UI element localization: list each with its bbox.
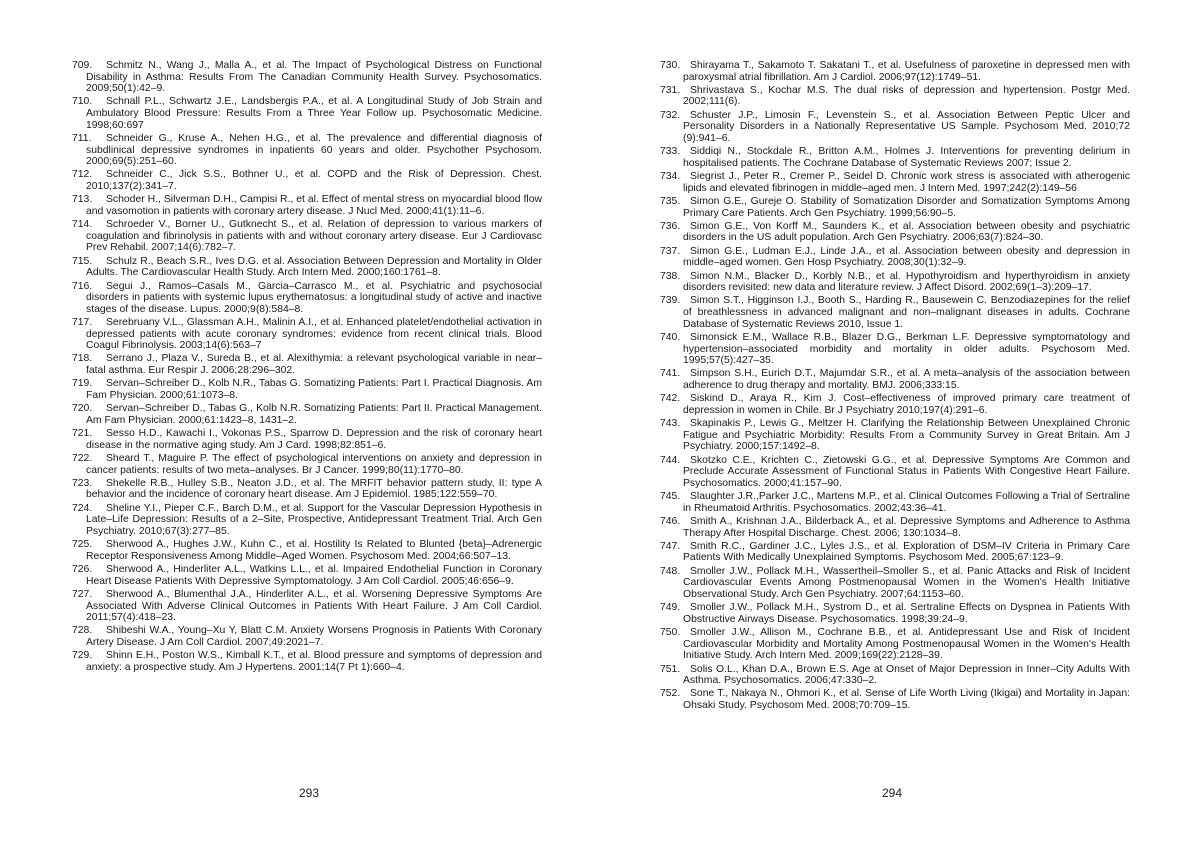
reference-text: Simonsick E.M., Wallace R.B., Blazer D.G., Berkman L.F. Depressive symptomatology and hypertension–associated morbidity and mortality in older adults. Psychosom Med. 1995;57(5):427–35. bbox=[683, 331, 1130, 367]
reference-entry bbox=[660, 688, 1130, 711]
reference-number: 731. bbox=[660, 84, 681, 96]
reference-text: Simon N.M., Blacker D., Korbly N.B., et al. Hypothyroidism and hyperthyroidism in anxiety disorders revisited: new data and literature review. J Affect Disord. 2002;69(1–3):209–17. bbox=[683, 270, 1130, 294]
reference-number: 724. bbox=[72, 502, 93, 514]
reference-entry bbox=[72, 194, 542, 217]
reference-entry bbox=[660, 295, 1130, 330]
reference-number: 740. bbox=[660, 331, 681, 343]
reference-list-left bbox=[72, 60, 542, 673]
reference-text: Schuster J.P., Limosin F., Levenstein S., et al. Association Between Peptic Ulcer and Personality Disorders in a Nationally Representative US Sample. Psychosom Med. 2010;72 (9):941–6. bbox=[683, 109, 1130, 144]
reference-text: Sherwood A., Hinderliter A.L., Watkins L.L., et al. Impaired Endothelial Function in Coronary Heart Disease Patients With Depressive Symptomatology. J Am Coll Cardiol. 2005;46:656–9. bbox=[86, 564, 542, 587]
reference-text: Siegrist J., Peter R., Cremer P., Seidel D. Chronic work stress is associated with atherogenic lipids and elevated fibrinogen in middle–aged men. J Intern Med. 1997;242(2):149–56 bbox=[683, 171, 1130, 194]
reference-entry bbox=[660, 196, 1130, 219]
reference-number: 751. bbox=[660, 663, 681, 675]
reference-number: 716. bbox=[72, 280, 93, 292]
reference-entry bbox=[660, 491, 1130, 514]
reference-entry bbox=[660, 393, 1130, 416]
reference-entry bbox=[72, 219, 542, 254]
reference-text: Siddiqi N., Stockdale R., Britton A.M., Holmes J. Interventions for preventing delirium in hospitalised patients. The Cochrane Database of Systematic Reviews 2007; Issue 2. bbox=[683, 146, 1130, 169]
reference-entry bbox=[660, 516, 1130, 539]
reference-text: Skapinakis P., Lewis G., Meltzer H. Clarifying the Relationship Between Unexplained Chronic Fatigue and Psychiatric Morbidity: Results From a Community Survey in Great Britain. Am J Psychiatry. 2000;157:1492–8. bbox=[683, 418, 1130, 453]
reference-entry bbox=[72, 96, 542, 131]
reference-text: Simon S.T., Higginson I.J., Booth S., Harding R., Bausewein C. Benzodiazepines for the relief of breathlessness in advanced malignant and non–malignant diseases in adults. Cochrane Database of Systematic Reviews 2010, Issue 1. bbox=[683, 295, 1130, 330]
reference-number: 741. bbox=[660, 368, 681, 380]
reference-text: Sheline Y.I., Pieper C.F., Barch D.M., et al. Support for the Vascular Depression Hypothesis in Late–Life Depression: Results of a 2–Site, Prospective, Antidepressant Treatment Trial. Arch Gen Psychiatry. 2010;67(3):277–85. bbox=[86, 502, 542, 537]
reference-number: 715. bbox=[72, 255, 93, 267]
reference-text: Schneider C., Jick S.S., Bothner U., et al. COPD and the Risk of Depression. Chest. 2010;137(2):341–7. bbox=[86, 169, 542, 192]
reference-number: 732. bbox=[660, 109, 681, 121]
reference-entry bbox=[72, 453, 542, 476]
reference-entry bbox=[660, 332, 1130, 367]
reference-text: Shrivastava S., Kochar M.S. The dual risks of depression and hypertension. Postgr Med. 2002;111(6). bbox=[683, 84, 1130, 108]
reference-entry bbox=[72, 317, 542, 352]
reference-number: 710. bbox=[72, 96, 93, 108]
reference-number: 723. bbox=[72, 477, 93, 489]
reference-entry bbox=[72, 478, 542, 501]
reference-text: Simpson S.H., Eurich D.T., Majumdar S.R., et al. A meta–analysis of the association between adherence to drug therapy and mortality. BMJ. 2006;333:15. bbox=[683, 368, 1130, 391]
reference-entry bbox=[660, 146, 1130, 169]
reference-number: 743. bbox=[660, 418, 681, 430]
reference-number: 733. bbox=[660, 146, 681, 158]
reference-text: Schmitz N., Wang J., Malla A., et al. The Impact of Psychological Distress on Functional Disability in Asthma: Results From The Canadian Community Health Survey. Psychosomatics. 2009;50(1):42–9. bbox=[86, 60, 542, 95]
reference-text: Sesso H.D., Kawachi I., Vokonas P.S., Sparrow D. Depression and the risk of coronary heart disease in the normative aging study. Am J Card. 1998;82:851–6. bbox=[86, 428, 542, 451]
reference-entry bbox=[660, 664, 1130, 687]
reference-number: 752. bbox=[660, 688, 681, 700]
reference-entry bbox=[72, 133, 542, 168]
reference-entry bbox=[660, 60, 1130, 83]
reference-number: 714. bbox=[72, 219, 93, 231]
reference-text: Sherwood A., Hughes J.W., Kuhn C., et al. Hostility Is Related to Blunted {beta}–Adrenergic Receptor Responsiveness Among Middle–Aged Women. Psychosom Med. 2004;66:507–13. bbox=[86, 539, 542, 562]
reference-entry bbox=[72, 539, 542, 562]
reference-number: 728. bbox=[72, 625, 93, 637]
reference-entry bbox=[72, 169, 542, 192]
reference-entry bbox=[72, 378, 542, 401]
reference-text: Smoller J.W., Allison M., Cochrane B.B., et al. Antidepressant Use and Risk of Incident Cardiovascular Morbidity and Mortality Among Postmenopausal Women in the Women's Health Initiative Study. Arch Intern Med. 2009;169(22):2128–39. bbox=[683, 627, 1130, 662]
reference-number: 725. bbox=[72, 539, 93, 551]
reference-text: Schoder H., Silverman D.H., Campisi R., et al. Effect of mental stress on myocardial blood flow and vasomotion in patients with coronary artery disease. J Nucl Med. 2000;41(1):11–6. bbox=[86, 194, 542, 217]
reference-number: 750. bbox=[660, 627, 681, 639]
reference-number: 721. bbox=[72, 428, 93, 440]
reference-number: 730. bbox=[660, 60, 681, 71]
reference-text: Shekelle R.B., Hulley S.B., Neaton J.D., et al. The MRFIT behavior pattern study, II: type A behavior and the incidence of coronary heart disease. Am J Epidemiol. 1985;122:559–70. bbox=[86, 477, 542, 501]
reference-list-right bbox=[660, 60, 1130, 712]
reference-entry bbox=[660, 627, 1130, 662]
reference-text: Solis O.L., Khan D.A., Brown E.S. Age at Onset of Major Depression in Inner–City Adults With Asthma. Psychosomatics. 2006;47:330–2. bbox=[683, 663, 1130, 687]
reference-text: Servan–Schreiber D., Tabas G., Kolb N.R. Somatizing Patients: Part II. Practical Management. Am Fam Physician. 2000;61:1423–8, 1431–2. bbox=[86, 403, 542, 426]
reference-entry bbox=[72, 503, 542, 538]
reference-number: 749. bbox=[660, 602, 681, 614]
reference-number: 734. bbox=[660, 171, 681, 183]
reference-number: 713. bbox=[72, 194, 93, 206]
reference-text: Sherwood A., Blumenthal J.A., Hinderliter A.L., et al. Worsening Depressive Symptoms Are Associated With Adverse Clinical Outcomes in Patients With Heart Failure. J Am Coll Cardiol. 2011;57(4):418–23. bbox=[86, 588, 542, 624]
reference-text: Sheard T., Maguire P. The effect of psychological interventions on anxiety and depression in cancer patients: results of two meta–analyses. Br J Cancer. 1999;80(11):1770–80. bbox=[86, 452, 542, 476]
reference-number: 746. bbox=[660, 515, 681, 527]
reference-entry bbox=[72, 564, 542, 587]
reference-number: 718. bbox=[72, 353, 93, 365]
reference-number: 747. bbox=[660, 540, 681, 552]
reference-text: Smoller J.W., Pollack M.H., Systrom D., et al. Sertraline Effects on Dyspnea in Patients With Obstructive Airways Disease. Psychosomatics. 1998;39:24–9. bbox=[683, 602, 1130, 625]
page-number-left: 293 bbox=[298, 786, 320, 800]
reference-entry bbox=[660, 246, 1130, 269]
reference-text: Shirayama T., Sakamoto T. Sakatani T., et al. Usefulness of paroxetine in depressed men with paroxysmal atrial fibrillation. Am J Cardiol. 2006;97(12):1749–51. bbox=[683, 60, 1130, 83]
reference-entry bbox=[72, 589, 542, 624]
reference-text: Sone T., Nakaya N., Ohmori K., et al. Sense of Life Worth Living (Ikigai) and Mortality in Japan: Ohsaki Study. Psychosom Med. 2008;70:709–15. bbox=[683, 688, 1130, 711]
reference-text: Slaughter J.R.,Parker J.C., Martens M.P., et al. Clinical Outcomes Following a Trial of Sertraline in Rheumatoid Arthritis. Psychosomatics. 2002;43:36–41. bbox=[683, 491, 1130, 514]
reference-entry bbox=[660, 368, 1130, 391]
reference-text: Shibeshi W.A., Young–Xu Y, Blatt C.M. Anxiety Worsens Prognosis in Patients With Coronary Artery Disease. J Am Coll Cardiol. 2007;49:2021–7. bbox=[86, 625, 542, 648]
reference-number: 742. bbox=[660, 393, 681, 405]
reference-number: 739. bbox=[660, 295, 681, 307]
reference-entry bbox=[72, 256, 542, 279]
reference-number: 726. bbox=[72, 564, 93, 576]
reference-text: Servan–Schreiber D., Kolb N.R., Tabas G. Somatizing Patients: Part I. Practical Diagnosis. Am Fam Physician. 2000;61:1073–8. bbox=[86, 378, 542, 401]
reference-entry bbox=[660, 602, 1130, 625]
reference-text: Schulz R., Beach S.R., Ives D.G. et al. Association Between Depression and Mortality in Older Adults. The Cardiovascular Health Study. Arch Intern Med. 2000;160:1761–8. bbox=[86, 255, 542, 279]
reference-number: 712. bbox=[72, 169, 93, 181]
reference-number: 727. bbox=[72, 588, 93, 600]
reference-entry bbox=[660, 171, 1130, 194]
reference-text: Shinn E.H., Poston W.S., Kimball K.T., et al. Blood pressure and symptoms of depression and anxiety: a prospective study. Am J Hypertens. 2001;14(7 Pt 1):660–4. bbox=[86, 650, 542, 673]
reference-text: Smith R.C., Gardiner J.C., Lyles J.S., et al. Exploration of DSM–IV Criteria in Primary Care Patients With Medically Unexplained Symptoms. Psychosom Med. 2005;67:123–9. bbox=[683, 540, 1130, 564]
reference-text: Smoller J.W., Pollack M.H., Wassertheil–Smoller S., et al. Panic Attacks and Risk of Incident Cardiovascular Events Among Postmenopausal Women in the Women's Health Initiative Observational Study. Arch Gen Psychiatry. 2007;64:1153–60. bbox=[683, 565, 1130, 600]
reference-number: 711. bbox=[72, 132, 92, 144]
reference-number: 737. bbox=[660, 245, 681, 257]
reference-number: 735. bbox=[660, 195, 681, 207]
reference-entry bbox=[660, 566, 1130, 601]
reference-text: Siskind D., Araya R., Kim J. Cost–effectiveness of improved primary care treatment of depression in women in Chile. Br J Psychiatry 2010;197(4):291–6. bbox=[683, 393, 1130, 416]
reference-number: 722. bbox=[72, 452, 93, 464]
reference-text: Smith A., Krishnan J.A., Bilderback A., et al. Depressive Symptoms and Adherence to Asthma Therapy After Hospital Discharge. Chest. 2006; 130:1034–8. bbox=[683, 515, 1130, 539]
reference-number: 745. bbox=[660, 491, 681, 503]
reference-text: Skotzko C.E., Krichten C., Zietowski G.G., et al. Depressive Symptoms Are Common and Preclude Accurate Assessment of Functional Status in Patients With Congestive Heart Failure. Psychosomatics. 2000;41:157–90. bbox=[683, 454, 1130, 489]
reference-text: Serebruany V.L., Glassman A.H., Malinin A.I., et al. Enhanced platelet/endothelial activation in depressed patients with acute coronary syndromes: evidence from recent clinical trials. Blood Coagul Fibrinolysis. 2003;14(6):563–7 bbox=[86, 316, 542, 352]
reference-number: 736. bbox=[660, 220, 681, 232]
reference-text: Simon G.E., Ludman E.J., Linde J.A., et al. Association between obesity and depression in middle–aged women. Gen Hosp Psychiatry. 2008;30(1):32–9. bbox=[683, 245, 1130, 269]
reference-number: 738. bbox=[660, 270, 681, 282]
reference-text: Schnall P.L., Schwartz J.E., Landsbergis P.A., et al. A Longitudinal Study of Job Strain and Ambulatory Blood Pressure: Results From a Three Year Follow up. Psychosomatic Medicine. 1998;60:697 bbox=[86, 96, 542, 131]
reference-entry bbox=[72, 650, 542, 673]
reference-text: Schroeder V., Borner U., Gutknecht S., et al. Relation of depression to various markers of coagulation and fibrinolysis in patients with and without coronary artery disease. Eur J Cardiovasc Prev Rehabil. 2007;14(6):782–7. bbox=[86, 219, 542, 254]
reference-entry bbox=[660, 85, 1130, 108]
reference-text: Serrano J., Plaza V., Sureda B., et al. Alexithymia: a relevant psychological variable in near–fatal asthma. Eur Respir J. 2006;28:296–302. bbox=[86, 353, 542, 377]
reference-entry bbox=[660, 455, 1130, 490]
reference-number: 709. bbox=[72, 60, 93, 71]
reference-number: 720. bbox=[72, 403, 93, 415]
reference-number: 717. bbox=[72, 316, 93, 328]
reference-entry bbox=[660, 418, 1130, 453]
reference-text: Simon G.E., Von Korff M., Saunders K., et al. Association between obesity and psychiatric disorders in the US adult population. Arch Gen Psychiatry. 2006;63(7):824–30. bbox=[683, 220, 1130, 244]
reference-number: 719. bbox=[72, 378, 93, 390]
reference-entry bbox=[660, 271, 1130, 294]
right-page bbox=[660, 60, 1130, 713]
reference-entry bbox=[72, 60, 542, 95]
reference-number: 748. bbox=[660, 565, 681, 577]
reference-text: Schneider G., Kruse A., Nehen H.G., et al. The prevalence and differential diagnosis of subdlinical depressive syndromes in inpatients 60 years and older. Psychother Psychosom. 2000;69(5):251–60. bbox=[86, 132, 542, 168]
left-page bbox=[72, 60, 542, 675]
reference-entry bbox=[660, 221, 1130, 244]
reference-number: 744. bbox=[660, 454, 681, 466]
reference-entry bbox=[72, 353, 542, 376]
reference-number: 729. bbox=[72, 650, 93, 662]
reference-text: Segui J., Ramos–Casals M., Garcia–Carrasco M., et al. Psychiatric and psychosocial disorders in patients with systemic lupus erythematosus: a longitudinal study of active and inactive stages of the disease. Lupus. 2000;9(8):584–8. bbox=[86, 280, 542, 315]
reference-entry bbox=[72, 281, 542, 316]
reference-entry bbox=[72, 403, 542, 426]
reference-entry bbox=[72, 428, 542, 451]
reference-entry bbox=[72, 625, 542, 648]
page-number-right: 294 bbox=[881, 786, 903, 800]
reference-text: Simon G.E., Gureje O. Stability of Somatization Disorder and Somatization Symptoms Among Primary Care Patients. Arch Gen Psychiatry. 1999;56:90–5. bbox=[683, 195, 1130, 219]
reference-entry bbox=[660, 541, 1130, 564]
reference-entry bbox=[660, 110, 1130, 145]
